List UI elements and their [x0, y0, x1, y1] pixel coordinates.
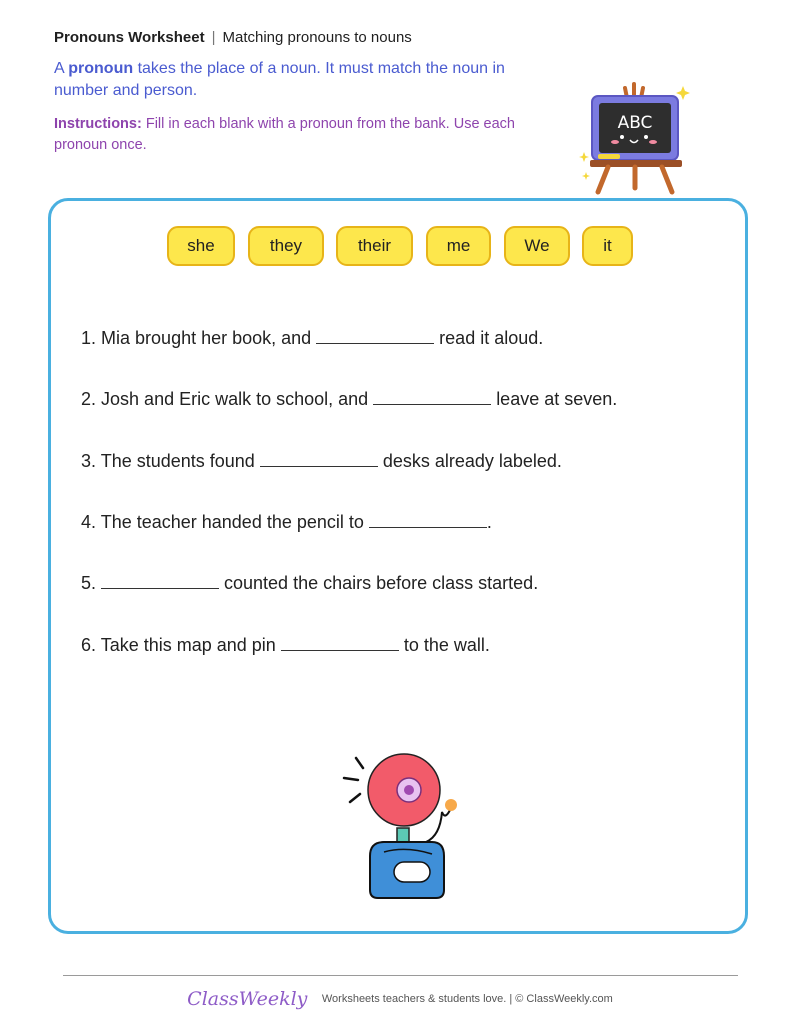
question-text-after: .: [486, 512, 492, 532]
pronoun-definition: [54, 58, 554, 102]
worksheet-subtitle: Matching pronouns to nouns: [222, 29, 412, 46]
question-4: [81, 509, 492, 534]
question-number: 1.: [81, 328, 97, 348]
answer-blank[interactable]: [281, 632, 399, 651]
question-text-before: The teacher handed the pencil to: [100, 512, 364, 532]
answer-blank[interactable]: [369, 509, 487, 528]
answer-blank[interactable]: [373, 386, 491, 405]
footer-divider: [63, 975, 738, 976]
instructions: [54, 114, 554, 156]
question-text-after: to the wall.: [403, 635, 490, 655]
question-text-before: The students found: [100, 451, 255, 471]
question-number: 6.: [81, 635, 97, 655]
definition-keyword: pronoun: [68, 60, 134, 77]
question-text-after: read it aloud.: [439, 328, 544, 348]
question-text-before: Take this map and pin: [100, 635, 276, 655]
word-bank: [0, 226, 800, 266]
word-chip-their[interactable]: their: [336, 226, 413, 266]
question-number: 3.: [81, 451, 97, 471]
title-separator: |: [211, 29, 216, 46]
instructions-label: Instructions:: [54, 116, 142, 132]
question-text-after: desks already labeled.: [382, 451, 562, 471]
chalkboard-easel-icon: [578, 80, 692, 196]
title-line: [54, 28, 554, 48]
question-5: [81, 570, 538, 595]
question-2: [81, 386, 617, 411]
chalkboard-text: ABC: [617, 113, 653, 133]
question-text-after: leave at seven.: [496, 389, 618, 409]
question-text-before: Mia brought her book, and: [101, 328, 312, 348]
worksheet-title: Pronouns Worksheet: [54, 29, 205, 46]
brand-logo: ClassWeekly: [187, 988, 308, 1010]
word-chip-they[interactable]: they: [248, 226, 324, 266]
word-chip-me[interactable]: me: [426, 226, 491, 266]
school-bell-icon: [340, 750, 465, 902]
answer-blank[interactable]: [101, 570, 219, 589]
worksheet-header: [54, 28, 554, 156]
word-chip-it[interactable]: it: [582, 226, 633, 266]
definition-text: takes the place of a noun. It must match the noun in number and person.: [54, 60, 505, 99]
question-text-after: counted the chairs before class started.: [224, 573, 539, 593]
question-number: 2.: [81, 389, 97, 409]
footer-tagline: Worksheets teachers & students love. | © ClassWeekly.com: [321, 993, 613, 1005]
footer: [0, 988, 800, 1010]
instructions-text: Fill in each blank with a pronoun from the bank. Use each pronoun once.: [54, 116, 515, 153]
question-text-before: Josh and Eric walk to school, and: [101, 389, 369, 409]
answer-blank[interactable]: [260, 448, 378, 467]
word-chip-she[interactable]: she: [167, 226, 235, 266]
question-3: [81, 448, 562, 473]
question-number: 4.: [81, 512, 97, 532]
answer-blank[interactable]: [316, 325, 434, 344]
question-number: 5.: [81, 573, 97, 593]
definition-prefix: A: [54, 60, 64, 77]
word-chip-we[interactable]: We: [504, 226, 570, 266]
question-6: [81, 632, 490, 657]
question-1: [81, 325, 543, 350]
